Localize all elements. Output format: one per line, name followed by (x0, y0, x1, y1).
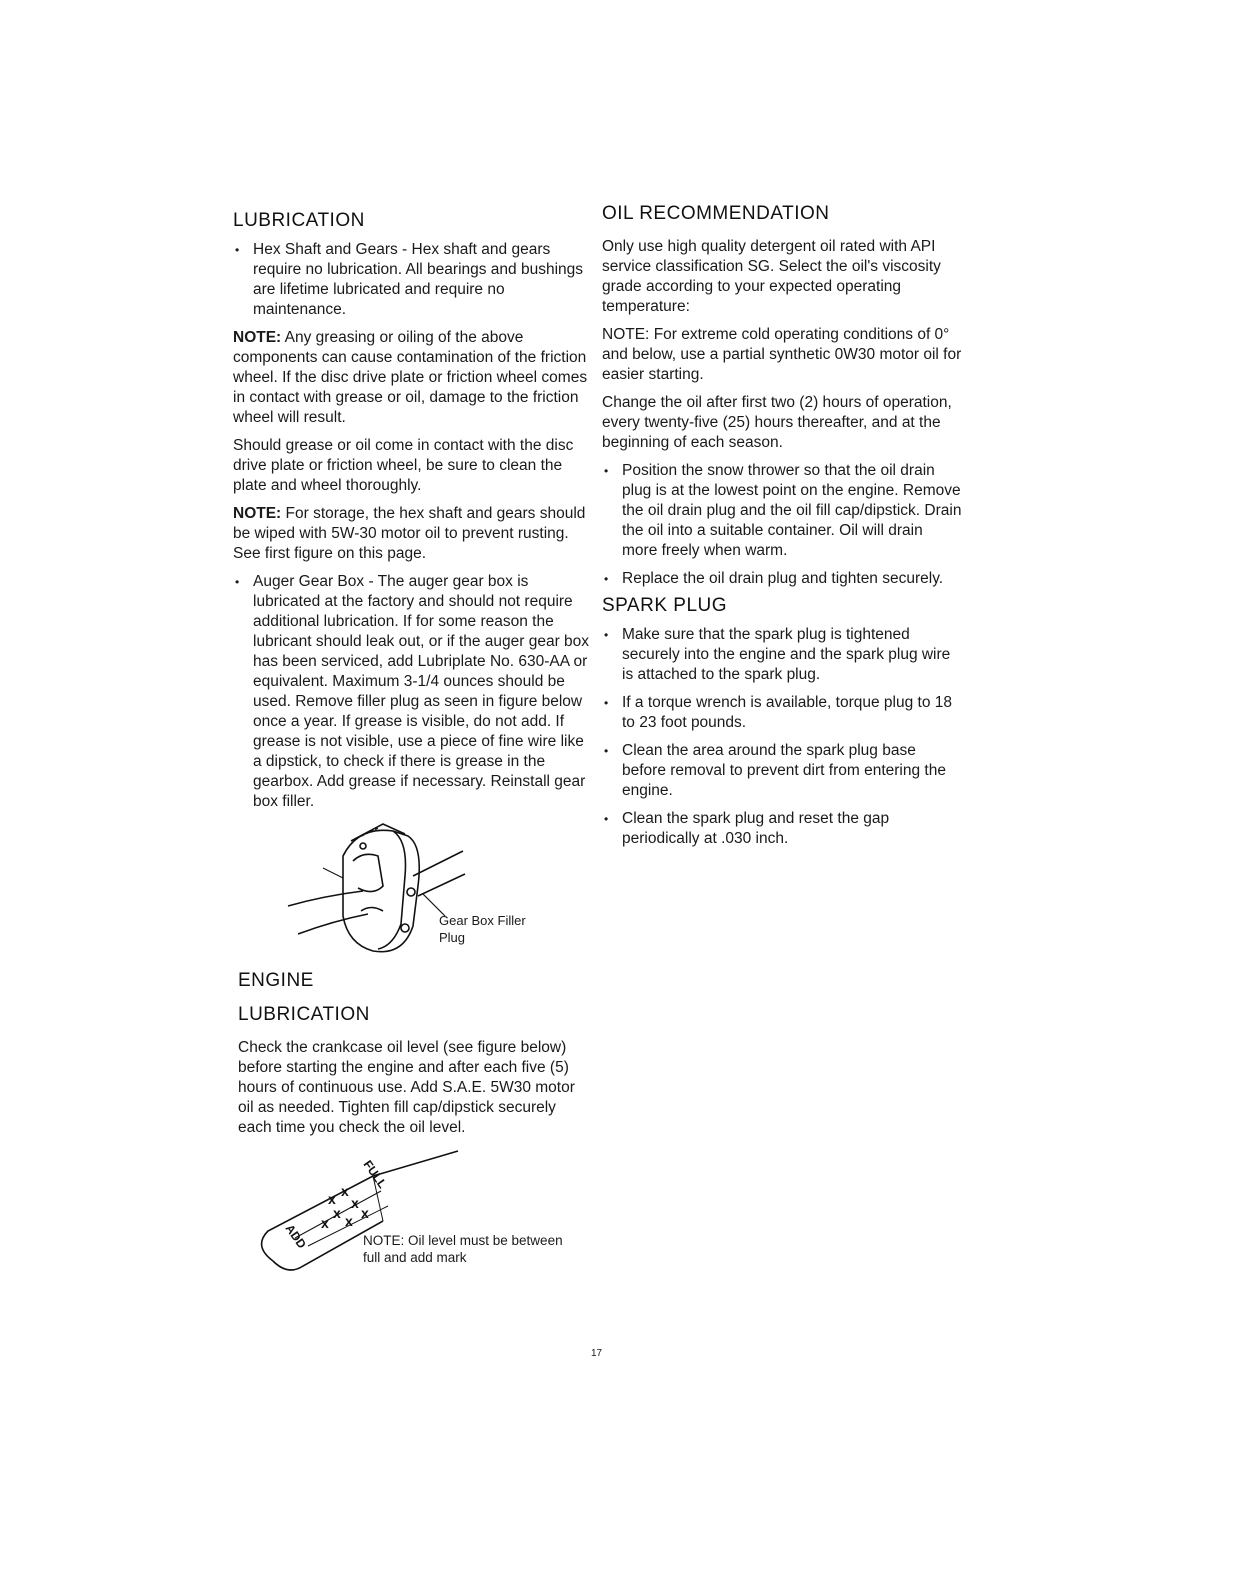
gearbox-figure (233, 816, 593, 966)
oil-drain-bullet: • Position the snow thrower so that the oil drain plug is at the lowest point on the engine. Remove the oil drain plug and the oil fill cap/dipstick. Drain the oil into a suitable container. Oil will drain more freely when warm. (602, 461, 962, 561)
cross-mark: x (345, 1213, 353, 1229)
note-storage (233, 504, 593, 564)
oil-quality-paragraph: Only use high quality detergent oil rated with API service classification SG. Select the oil's viscosity grade according to your expected operating temperature: (602, 238, 941, 315)
cross-mark: x (328, 1191, 336, 1207)
spark-tighten-bullet: • Make sure that the spark plug is tightened securely into the engine and the spark plug wire is attached to the spark plug. (602, 625, 962, 685)
spark-gap-bullet: • Clean the spark plug and reset the gap periodically at .030 inch. (602, 809, 962, 849)
oil-drain-list (602, 461, 962, 589)
engine-lubrication-heading: LUBRICATION (238, 1004, 370, 1025)
cross-mark: x (361, 1205, 369, 1221)
cross-mark: x (321, 1215, 329, 1231)
spark-plug-list (602, 625, 962, 849)
page-number: 17 (591, 1348, 603, 1359)
hex-shaft-bullet: • Hex Shaft and Gears - Hex shaft and gears require no lubrication. All bearings and bushings are lifetime lubricated and require no maintenance. (233, 240, 593, 320)
engine-heading: ENGINE (238, 970, 314, 991)
spark-plug-heading: SPARK PLUG (602, 595, 728, 616)
note-greasing (233, 328, 593, 428)
grease-contact-paragraph: Should grease or oil come in contact with the disc drive plate or friction wheel, be sure to clean the plate and wheel thoroughly. (233, 437, 574, 494)
dipstick-caption: NOTE: Oil level must be between full and add mark (363, 1233, 563, 1265)
note-label: NOTE: (233, 505, 282, 522)
left-column (233, 210, 593, 1286)
dipstick-full-label: FULL (360, 1157, 390, 1191)
spark-torque-bullet: • If a torque wrench is available, torque plug to 18 to 23 foot pounds. (602, 693, 962, 733)
drain-plug-bullet: • Replace the oil drain plug and tighten securely. (602, 569, 962, 589)
right-column (602, 203, 962, 857)
auger-gearbox-bullet: • Auger Gear Box - The auger gear box is lubricated at the factory and should not require additional lubrication. If for some reason the lubricant should leak out, or if the auger gear box has been serviced, add Lubriplate No. 630-AA or equivalent. Maximum 3-1/4 ounces should be used. Remove filler plug as seen in figure below once a year. If grease is visible, do not add. If grease is not visible, use a piece of fine wire like a dipstick, to check if there is grease in the gearbox. Add grease if necessary. Reinstall gear box filler. (233, 572, 593, 812)
gearbox-caption: Gear Box Filler Plug (439, 913, 526, 945)
note-label: NOTE: (233, 329, 282, 346)
note-cold-conditions (602, 325, 962, 385)
lubrication-heading: LUBRICATION (233, 210, 365, 231)
oil-change-paragraph: Change the oil after first two (2) hours of operation, every twenty-five (25) hours thereafter, and at the beginning of each season. (602, 394, 952, 451)
note-storage-text: For storage, the hex shaft and gears should be wiped with 5W-30 motor oil to prevent rusting. See first figure on this page. (233, 505, 586, 562)
oil-recommendation-heading: OIL RECOMMENDATION (602, 203, 830, 224)
cross-mark: x (351, 1195, 359, 1211)
note-greasing-text: Any greasing or oiling of the above components can cause contamination of the friction wheel. If the disc drive plate or friction wheel comes in contact with grease or oil, damage to the friction wheel will result. (233, 329, 588, 426)
cross-mark: x (333, 1205, 341, 1221)
dipstick-add-label: ADD (282, 1221, 309, 1252)
note-cold-text: For extreme cold operating conditions of 0° and below, use a partial synthetic 0W30 motor oil for easier starting. (602, 326, 962, 383)
dipstick-figure (233, 1146, 593, 1286)
engine-oil-paragraph: Check the crankcase oil level (see figure below) before starting the engine and after each five (5) hours of continuous use. Add S.A.E. 5W30 motor oil as needed. Tighten fill cap/dipstick securely each time you check the oil level. (238, 1039, 575, 1136)
note-label: NOTE: (602, 326, 650, 343)
auger-list (233, 572, 593, 812)
cross-mark: x (341, 1183, 349, 1199)
spark-clean-bullet: • Clean the area around the spark plug base before removal to prevent dirt from entering the engine. (602, 741, 962, 801)
hex-shaft-list (233, 240, 593, 320)
